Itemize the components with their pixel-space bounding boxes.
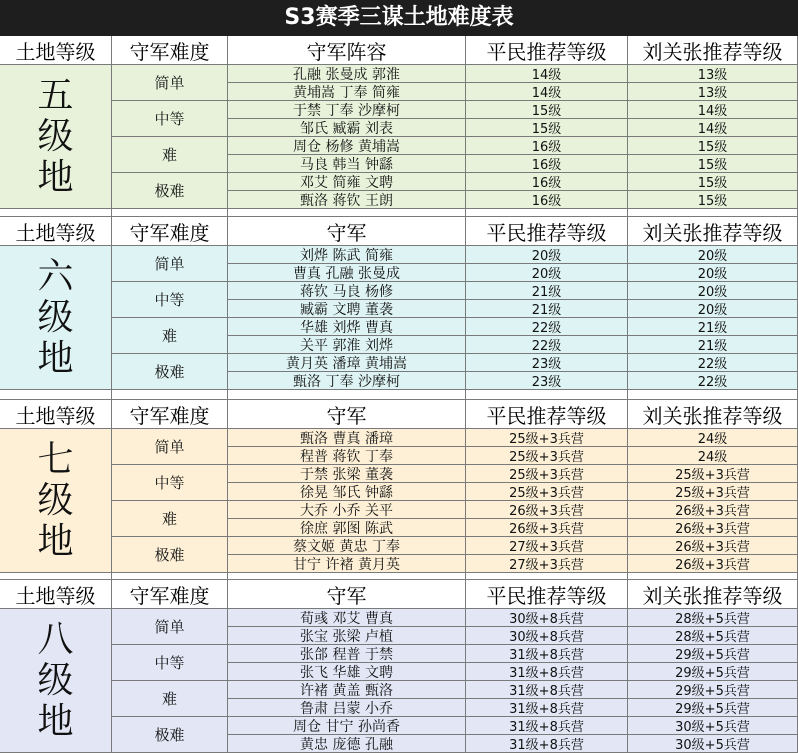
civilian-level-cell: 31级+8兵营 xyxy=(466,663,628,681)
land-level-label xyxy=(0,609,112,753)
lgz-level-cell: 26级+3兵营 xyxy=(628,555,798,573)
header-lgz-level: 刘关张推荐等级 xyxy=(628,36,798,65)
lgz-level-cell: 25级+3兵营 xyxy=(628,483,798,501)
civilian-level-cell: 25级+3兵营 xyxy=(466,429,628,447)
lineup-cell: 刘烨 陈武 简雍 xyxy=(228,246,466,264)
lineup-cell: 徐晃 邹氏 钟繇 xyxy=(228,483,466,501)
spacer-cell xyxy=(228,209,466,217)
civilian-level-cell: 16级 xyxy=(466,173,628,191)
spacer-cell xyxy=(628,573,798,580)
civilian-level-cell: 31级+8兵营 xyxy=(466,699,628,717)
difficulty-cell: 极难 xyxy=(112,173,228,209)
civilian-level-cell: 30级+8兵营 xyxy=(466,609,628,627)
civilian-level-cell: 25级+3兵营 xyxy=(466,483,628,501)
land-level-char: 地 xyxy=(37,157,74,198)
difficulty-cell: 中等 xyxy=(112,465,228,501)
lgz-level-cell: 30级+5兵营 xyxy=(628,717,798,735)
lgz-level-cell: 30级+5兵营 xyxy=(628,735,798,753)
header-lgz-level: 刘关张推荐等级 xyxy=(628,580,798,609)
header-civilian-level: 平民推荐等级 xyxy=(466,580,628,609)
lineup-cell: 张飞 华雄 文聘 xyxy=(228,663,466,681)
lgz-level-cell: 14级 xyxy=(628,119,798,137)
lgz-level-cell: 29级+5兵营 xyxy=(628,663,798,681)
lineup-cell: 臧霸 文聘 董袭 xyxy=(228,300,466,318)
land-level-label xyxy=(0,246,112,390)
table-title: S3赛季三谋土地难度表 xyxy=(0,0,798,36)
lineup-cell: 马良 韩当 钟繇 xyxy=(228,155,466,173)
spacer-cell xyxy=(628,209,798,217)
lineup-cell: 张郃 程普 于禁 xyxy=(228,645,466,663)
civilian-level-cell: 22级 xyxy=(466,318,628,336)
lgz-level-cell: 20级 xyxy=(628,246,798,264)
spacer-cell xyxy=(228,390,466,400)
land-level-char: 五 xyxy=(37,75,74,116)
civilian-level-cell: 26级+3兵营 xyxy=(466,501,628,519)
land-level-char: 地 xyxy=(37,701,74,742)
spacer-cell xyxy=(0,573,112,580)
header-difficulty: 守军难度 xyxy=(112,36,228,65)
land-level-label xyxy=(0,429,112,573)
lgz-level-cell: 21级 xyxy=(628,318,798,336)
header-land-level: 土地等级 xyxy=(0,400,112,429)
lineup-cell: 许褚 黄盖 甄洛 xyxy=(228,681,466,699)
lineup-cell: 关平 郭淮 刘烨 xyxy=(228,336,466,354)
spacer-cell xyxy=(466,209,628,217)
lineup-cell: 甄洛 曹真 潘璋 xyxy=(228,429,466,447)
lgz-level-cell: 25级+3兵营 xyxy=(628,465,798,483)
civilian-level-cell: 21级 xyxy=(466,300,628,318)
civilian-level-cell: 31级+8兵营 xyxy=(466,681,628,699)
header-lineup: 守军 xyxy=(228,217,466,246)
land-level-char: 七 xyxy=(37,439,74,480)
spacer-cell xyxy=(466,573,628,580)
civilian-level-cell: 23级 xyxy=(466,372,628,390)
difficulty-cell: 简单 xyxy=(112,246,228,282)
land-level-char: 地 xyxy=(37,521,74,562)
lgz-level-cell: 20级 xyxy=(628,300,798,318)
lgz-level-cell: 15级 xyxy=(628,155,798,173)
header-difficulty: 守军难度 xyxy=(112,580,228,609)
civilian-level-cell: 14级 xyxy=(466,65,628,83)
spacer-cell xyxy=(112,573,228,580)
lgz-level-cell: 29级+5兵营 xyxy=(628,645,798,663)
lineup-cell: 于禁 张梁 董袭 xyxy=(228,465,466,483)
civilian-level-cell: 15级 xyxy=(466,101,628,119)
civilian-level-cell: 25级+3兵营 xyxy=(466,447,628,465)
civilian-level-cell: 27级+3兵营 xyxy=(466,537,628,555)
civilian-level-cell: 31级+8兵营 xyxy=(466,645,628,663)
header-civilian-level: 平民推荐等级 xyxy=(466,400,628,429)
civilian-level-cell: 27级+3兵营 xyxy=(466,555,628,573)
lgz-level-cell: 20级 xyxy=(628,282,798,300)
lgz-level-cell: 26级+3兵营 xyxy=(628,519,798,537)
civilian-level-cell: 23级 xyxy=(466,354,628,372)
lineup-cell: 黄埔嵩 丁奉 简雍 xyxy=(228,83,466,101)
difficulty-cell: 中等 xyxy=(112,645,228,681)
lineup-cell: 华雄 刘烨 曹真 xyxy=(228,318,466,336)
difficulty-cell: 难 xyxy=(112,681,228,717)
lgz-level-cell: 29级+5兵营 xyxy=(628,681,798,699)
difficulty-cell: 极难 xyxy=(112,354,228,390)
land-level-char: 级 xyxy=(37,297,74,338)
difficulty-cell: 简单 xyxy=(112,65,228,101)
lineup-cell: 甄洛 蒋钦 王朗 xyxy=(228,191,466,209)
lineup-cell: 孔融 张曼成 郭淮 xyxy=(228,65,466,83)
header-land-level: 土地等级 xyxy=(0,36,112,65)
lineup-cell: 黄月英 潘璋 黄埔嵩 xyxy=(228,354,466,372)
land-level-char: 级 xyxy=(37,116,74,157)
civilian-level-cell: 31级+8兵营 xyxy=(466,717,628,735)
lineup-cell: 蒋钦 马良 杨修 xyxy=(228,282,466,300)
lgz-level-cell: 15级 xyxy=(628,137,798,155)
lgz-level-cell: 20级 xyxy=(628,264,798,282)
difficulty-cell: 极难 xyxy=(112,717,228,753)
header-civilian-level: 平民推荐等级 xyxy=(466,217,628,246)
lineup-cell: 黄忠 庞德 孔融 xyxy=(228,735,466,753)
lineup-cell: 荀彧 邓艾 曹真 xyxy=(228,609,466,627)
lineup-cell: 徐庶 郭图 陈武 xyxy=(228,519,466,537)
land-level-label xyxy=(0,65,112,209)
civilian-level-cell: 16级 xyxy=(466,191,628,209)
lineup-cell: 曹真 孔融 张曼成 xyxy=(228,264,466,282)
lgz-level-cell: 26级+3兵营 xyxy=(628,537,798,555)
lineup-cell: 张宝 张梁 卢植 xyxy=(228,627,466,645)
lineup-cell: 邹氏 臧霸 刘表 xyxy=(228,119,466,137)
spacer-cell xyxy=(628,390,798,400)
lgz-level-cell: 13级 xyxy=(628,65,798,83)
lgz-level-cell: 24级 xyxy=(628,429,798,447)
land-level-char: 级 xyxy=(37,660,74,701)
header-lineup: 守军 xyxy=(228,580,466,609)
civilian-level-cell: 31级+8兵营 xyxy=(466,735,628,753)
land-level-char: 八 xyxy=(37,619,74,660)
difficulty-cell: 难 xyxy=(112,501,228,537)
civilian-level-cell: 20级 xyxy=(466,246,628,264)
lgz-level-cell: 22级 xyxy=(628,372,798,390)
civilian-level-cell: 15级 xyxy=(466,119,628,137)
civilian-level-cell: 20级 xyxy=(466,264,628,282)
civilian-level-cell: 21级 xyxy=(466,282,628,300)
lgz-level-cell: 22级 xyxy=(628,354,798,372)
lineup-cell: 程普 蒋钦 丁奉 xyxy=(228,447,466,465)
spacer-cell xyxy=(0,209,112,217)
lgz-level-cell: 28级+5兵营 xyxy=(628,627,798,645)
spacer-cell xyxy=(0,390,112,400)
spacer-cell xyxy=(112,209,228,217)
difficulty-cell: 简单 xyxy=(112,429,228,465)
lgz-level-cell: 28级+5兵营 xyxy=(628,609,798,627)
difficulty-cell: 难 xyxy=(112,318,228,354)
lineup-cell: 大乔 小乔 关平 xyxy=(228,501,466,519)
lgz-level-cell: 14级 xyxy=(628,101,798,119)
lineup-cell: 鲁肃 吕蒙 小乔 xyxy=(228,699,466,717)
civilian-level-cell: 25级+3兵营 xyxy=(466,465,628,483)
civilian-level-cell: 30级+8兵营 xyxy=(466,627,628,645)
lineup-cell: 周仓 杨修 黄埔嵩 xyxy=(228,137,466,155)
lineup-cell: 甘宁 许褚 黄月英 xyxy=(228,555,466,573)
lineup-cell: 周仓 甘宁 孙尚香 xyxy=(228,717,466,735)
lgz-level-cell: 15级 xyxy=(628,173,798,191)
header-lgz-level: 刘关张推荐等级 xyxy=(628,400,798,429)
lgz-level-cell: 21级 xyxy=(628,336,798,354)
civilian-level-cell: 22级 xyxy=(466,336,628,354)
spacer-cell xyxy=(466,390,628,400)
land-level-char: 六 xyxy=(37,256,74,297)
difficulty-cell: 难 xyxy=(112,137,228,173)
lgz-level-cell: 13级 xyxy=(628,83,798,101)
lineup-cell: 蔡文姬 黄忠 丁奉 xyxy=(228,537,466,555)
lineup-cell: 于禁 丁奉 沙摩柯 xyxy=(228,101,466,119)
header-lgz-level: 刘关张推荐等级 xyxy=(628,217,798,246)
difficulty-cell: 极难 xyxy=(112,537,228,573)
spacer-cell xyxy=(228,573,466,580)
lgz-level-cell: 15级 xyxy=(628,191,798,209)
land-level-char: 级 xyxy=(37,480,74,521)
header-lineup: 守军 xyxy=(228,400,466,429)
difficulty-cell: 中等 xyxy=(112,101,228,137)
header-land-level: 土地等级 xyxy=(0,217,112,246)
civilian-level-cell: 16级 xyxy=(466,155,628,173)
header-civilian-level: 平民推荐等级 xyxy=(466,36,628,65)
lgz-level-cell: 29级+5兵营 xyxy=(628,699,798,717)
civilian-level-cell: 26级+3兵营 xyxy=(466,519,628,537)
lgz-level-cell: 26级+3兵营 xyxy=(628,501,798,519)
civilian-level-cell: 14级 xyxy=(466,83,628,101)
spacer-cell xyxy=(112,390,228,400)
difficulty-cell: 简单 xyxy=(112,609,228,645)
lineup-cell: 甄洛 丁奉 沙摩柯 xyxy=(228,372,466,390)
header-lineup: 守军阵容 xyxy=(228,36,466,65)
difficulty-cell: 中等 xyxy=(112,282,228,318)
civilian-level-cell: 16级 xyxy=(466,137,628,155)
header-difficulty: 守军难度 xyxy=(112,217,228,246)
lineup-cell: 邓艾 简雍 文聘 xyxy=(228,173,466,191)
land-level-char: 地 xyxy=(37,338,74,379)
lgz-level-cell: 24级 xyxy=(628,447,798,465)
header-land-level: 土地等级 xyxy=(0,580,112,609)
header-difficulty: 守军难度 xyxy=(112,400,228,429)
